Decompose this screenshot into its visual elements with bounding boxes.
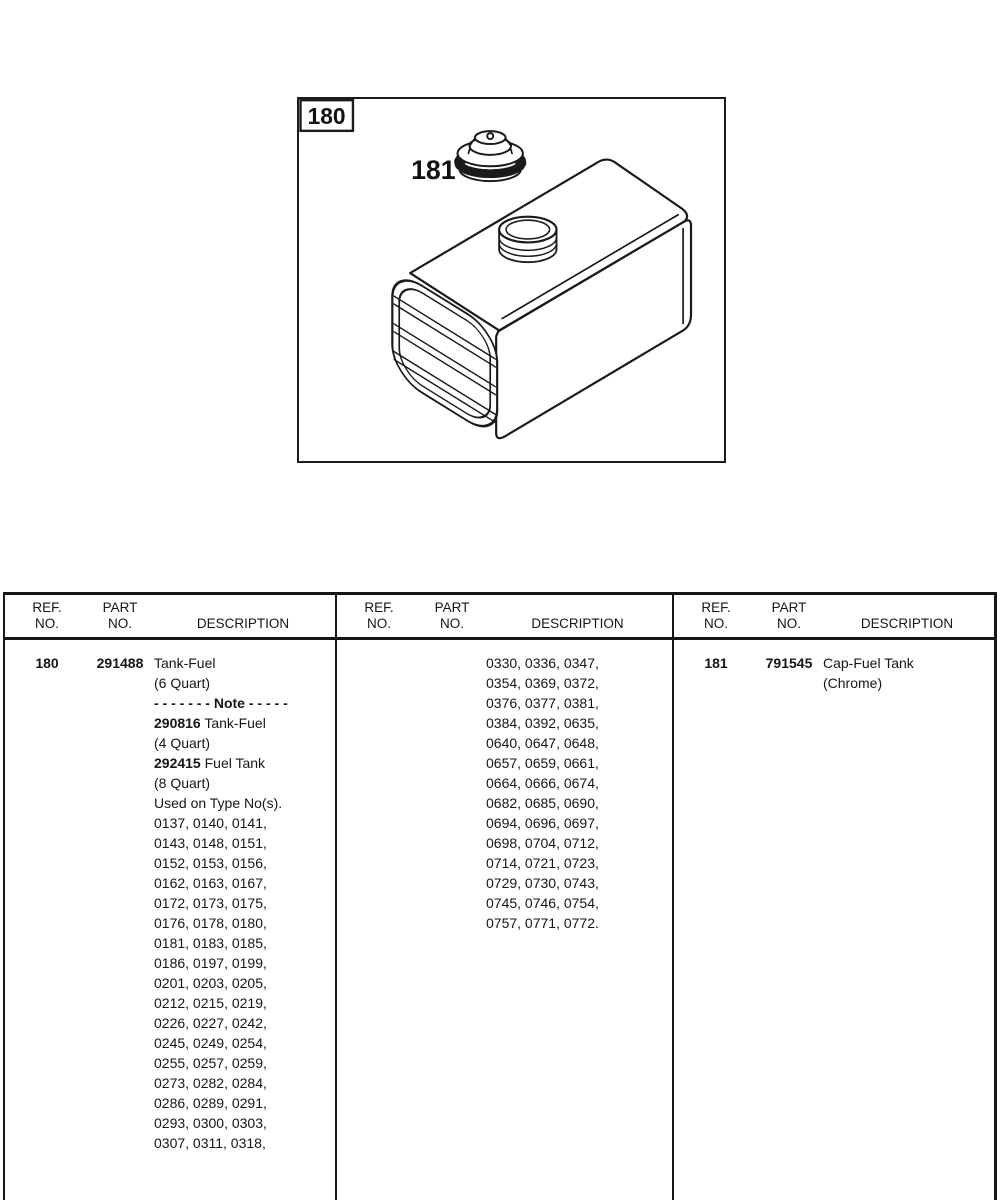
- figure-number-box: [301, 100, 353, 131]
- description-line: 0698, 0704, 0712,: [486, 835, 599, 851]
- description-line: 0212, 0215, 0219,: [154, 995, 267, 1011]
- description-line: (4 Quart): [154, 735, 211, 751]
- description-line: 0186, 0197, 0199,: [154, 955, 267, 971]
- ref-no-header: REF. NO.: [701, 600, 731, 631]
- description-line: 0729, 0730, 0743,: [486, 875, 599, 891]
- description-line: 0286, 0289, 0291,: [154, 1095, 267, 1111]
- description-line: 0640, 0647, 0648,: [486, 735, 599, 751]
- table-row: [674, 640, 994, 693]
- description-line: 0245, 0249, 0254,: [154, 1035, 267, 1051]
- description-line: 0694, 0696, 0697,: [486, 815, 599, 831]
- description-line: 0143, 0148, 0151,: [154, 835, 267, 851]
- description-line: 0330, 0336, 0347,: [486, 655, 599, 671]
- description-line: 0664, 0666, 0674,: [486, 775, 599, 791]
- fuel-tank-figure: [299, 99, 724, 461]
- table-row: [337, 640, 672, 933]
- column-header: [5, 595, 335, 640]
- callout-181-label: 181: [411, 155, 456, 186]
- column-header: [337, 595, 672, 640]
- description-line: 0682, 0685, 0690,: [486, 795, 599, 811]
- column-header: [674, 595, 994, 640]
- description-line: 0172, 0173, 0175,: [154, 895, 267, 911]
- part-no-header: PART NO.: [434, 600, 470, 631]
- figure-number-label: 180: [307, 103, 346, 130]
- part-no-cell: 791545: [765, 655, 813, 671]
- table-column-group-1: [5, 595, 335, 1200]
- description-line: 0376, 0377, 0381,: [486, 695, 599, 711]
- ref-no-cell: 180: [35, 655, 59, 671]
- description-line: 0354, 0369, 0372,: [486, 675, 599, 691]
- table-column-group-3: [672, 595, 994, 1200]
- ref-no-header: REF. NO.: [364, 600, 394, 631]
- description-line: Used on Type No(s).: [154, 795, 283, 811]
- description-line: 0176, 0178, 0180,: [154, 915, 267, 931]
- fuel-tank-illustration: [392, 160, 691, 440]
- parts-table: [3, 592, 997, 1200]
- ref-no-cell: [337, 653, 421, 933]
- description-line: 0293, 0300, 0303,: [154, 1115, 267, 1131]
- description-line: 0181, 0183, 0185,: [154, 935, 267, 951]
- description-line: 0307, 0311, 0318,: [154, 1135, 266, 1151]
- diagram-box: [297, 97, 726, 463]
- description-line: 292415 Fuel Tank: [154, 755, 266, 771]
- ref-no-cell: 181: [704, 655, 728, 671]
- fuel-cap-illustration: [458, 131, 523, 181]
- description-line: 0745, 0746, 0754,: [486, 895, 599, 911]
- table-row: [5, 640, 335, 1153]
- description-header: DESCRIPTION: [196, 616, 290, 631]
- description-cell: [820, 653, 994, 693]
- description-line: (Chrome): [823, 675, 883, 691]
- ref-no-header: REF. NO.: [32, 600, 62, 631]
- description-line: 0714, 0721, 0723,: [486, 855, 599, 871]
- part-no-header: PART NO.: [102, 600, 138, 631]
- description-line: (6 Quart): [154, 675, 211, 691]
- part-no-cell: 291488: [96, 655, 144, 671]
- description-line: 290816 Tank-Fuel: [154, 715, 266, 731]
- description-line: 0255, 0257, 0259,: [154, 1055, 267, 1071]
- description-line: Cap-Fuel Tank: [823, 655, 914, 671]
- description-cell: [483, 653, 672, 933]
- description-line: Tank-Fuel: [154, 655, 216, 671]
- description-line: 0152, 0153, 0156,: [154, 855, 267, 871]
- description-line: 0201, 0203, 0205,: [154, 975, 267, 991]
- description-header: DESCRIPTION: [531, 616, 624, 631]
- description-line: (8 Quart): [154, 775, 211, 791]
- table-column-group-2: [335, 595, 672, 1200]
- description-line: 0757, 0771, 0772.: [486, 915, 599, 931]
- part-no-cell: [421, 653, 483, 933]
- part-no-header: PART NO.: [771, 600, 807, 631]
- description-line: 0657, 0659, 0661,: [486, 755, 599, 771]
- description-line: 0162, 0163, 0167,: [154, 875, 267, 891]
- description-header: DESCRIPTION: [860, 616, 954, 631]
- description-line: 0137, 0140, 0141,: [154, 815, 267, 831]
- description-line: 0273, 0282, 0284,: [154, 1075, 267, 1091]
- description-line: 0226, 0227, 0242,: [154, 1015, 267, 1031]
- description-line: 0384, 0392, 0635,: [486, 715, 599, 731]
- description-line: - - - - - - - Note - - - - -: [154, 695, 288, 711]
- description-cell: [151, 653, 335, 1153]
